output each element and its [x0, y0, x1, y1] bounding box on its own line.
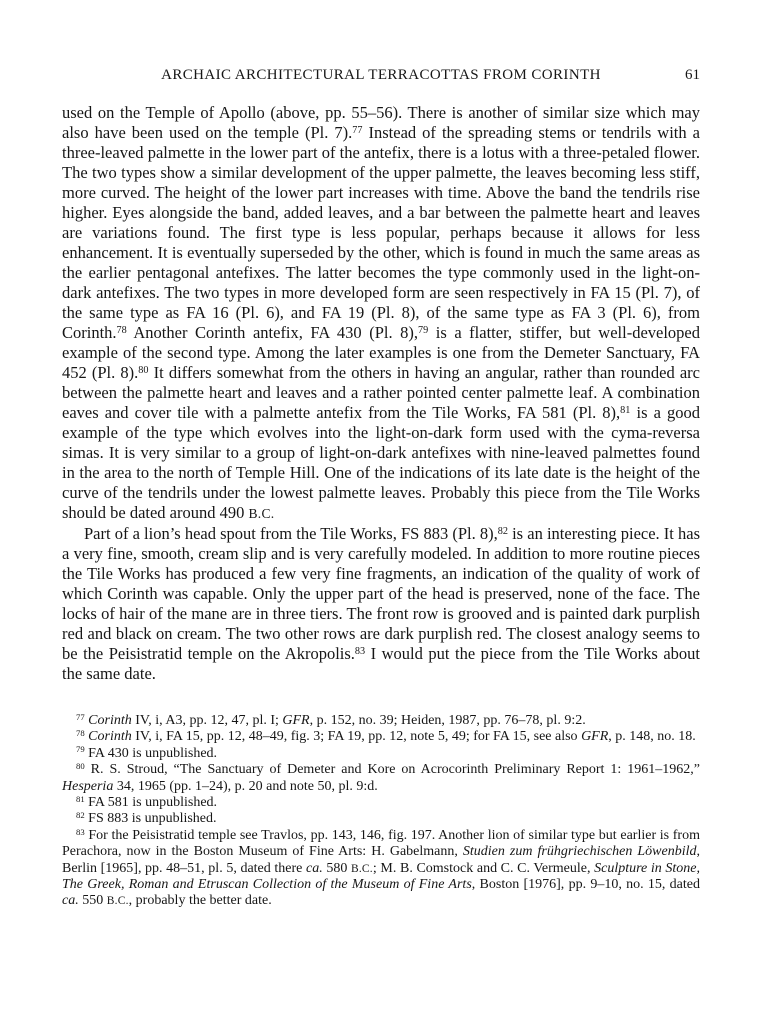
running-head-title: ARCHAIC ARCHITECTURAL TERRACOTTAS FROM CORINTH	[161, 67, 601, 83]
body-paragraph: Part of a lion’s head spout from the Tile Works, FS 883 (Pl. 8),$^{82}$ is an interesting piece. It has a very fine, smooth, cream slip and is very carefully modeled. In addition to more routine pieces the Tile Works has produced a few very fine fragments, an indication of the quality of work of which Corinth was capable. Only the upper part of the head is preserved, none of the face. The locks of hair of the mane are in three tiers. The front row is grooved and is painted dark purplish red and black on cream. The two other rows are dark purplish red. The closest analogy seems to be the Peisistratid temple on the Akropolis.$^{83}$ I would put the piece from the Tile Works about the same date.	[62, 524, 701, 683]
page-number: 61	[685, 67, 700, 83]
footnote: $^{81}$ FA 581 is unpublished.	[76, 793, 218, 811]
body-text	[62, 103, 700, 684]
footnote: $^{83}$ For the Peisistratid temple see Travlos, pp. 143, 146, fig. 197. Another lion of similar type but earlier is from Perachora, now in the Boston Museum of Fine Arts: H. Gabelmann, Studien zum frühgriechischen Löwenbild, Berlin [1965], pp. 48–51, pl. 5, dated there ca. 580 B.C.; M. B. Comstock and C. C. Vermeule, Sculpture in Stone, The Greek, Roman and Etruscan Collection of the Museum of Fine Arts, Boston [1976], pp. 9–10, no. 15, dated ca. 550 B.C., probably the better date.	[62, 826, 700, 909]
body-paragraph: used on the Temple of Apollo (above, pp. 55–56). There is another of similar size which may also have been used on the temple (Pl. 7).$^{77}$ Instead of the spreading stems or tendrils with a three-leaved palmette in the lower part of the antefix, there is a lotus with a three-petaled flower. The two types show a similar development of the upper palmette, the leaves becoming less stiff, more curved. The height of the lower part increases with time. Above the band the tendrils rise higher. Eyes alongside the band, added leaves, and a bar between the palmette heart and leaves are variations found. The first type is less popular, perhaps because it allows for less enhancement. It is eventually superseded by the other, which is found in much the same areas as the earlier pentagonal antefixes. The latter becomes the type commonly used in the light-on-dark antefixes. The two types in more developed form are seen respectively in FA 15 (Pl. 7), of the same type as FA 16 (Pl. 6), and FA 19 (Pl. 8), of the same type as FA 3 (Pl. 6), from Corinth.$^{78}$ Another Corinth antefix, FA 430 (Pl. 8),$^{79}$ is a flatter, stiffer, but well-developed example of the second type. Among the later examples is one from the Demeter Sanctuary, FA 452 (Pl. 8).$^{80}$ It differs somewhat from the others in having an angular, rather than rounded arc between the palmette heart and leaves and a rather pointed center palmette leaf. A combination eaves and cover tile with a palmette antefix from the Tile Works, FA 581 (Pl. 8),$^{81}$ is a good example of the type which evolves into the light-on-dark form used with the cyma-reversa simas. It is very similar to a group of light-on-dark antefixes with nine-leaved palmettes found in the area to the north of Temple Hill. One of the indications of its late date is the height of the curve of the tendrils under the lowest palmette leaves. Probably this piece from the Tile Works should be dated around 490 B.C.	[62, 103, 701, 522]
footnote: $^{80}$ R. S. Stroud, “The Sanctuary of Demeter and Kore on Acrocorinth Preliminary Report 1: 1961–1962,” Hesperia 34, 1965 (pp. 1–24), p. 20 and note 50, pl. 9:d.	[62, 760, 700, 794]
footnote: $^{79}$ FA 430 is unpublished.	[76, 744, 218, 761]
footnote: $^{78}$ Corinth IV, i, FA 15, pp. 12, 48–49, fig. 3; FA 19, pp. 12, note 5, 49; for FA 15, see also GFR, p. 148, no. 18.	[76, 728, 696, 745]
footnote: $^{82}$ FS 883 is unpublished.	[76, 810, 217, 827]
running-head	[62, 66, 700, 84]
footnote: $^{77}$ Corinth IV, i, A3, pp. 12, 47, pl. I; GFR, p. 152, no. 39; Heiden, 1987, pp. 76–78, pl. 9:2.	[76, 711, 586, 728]
footnotes-block	[62, 713, 700, 910]
